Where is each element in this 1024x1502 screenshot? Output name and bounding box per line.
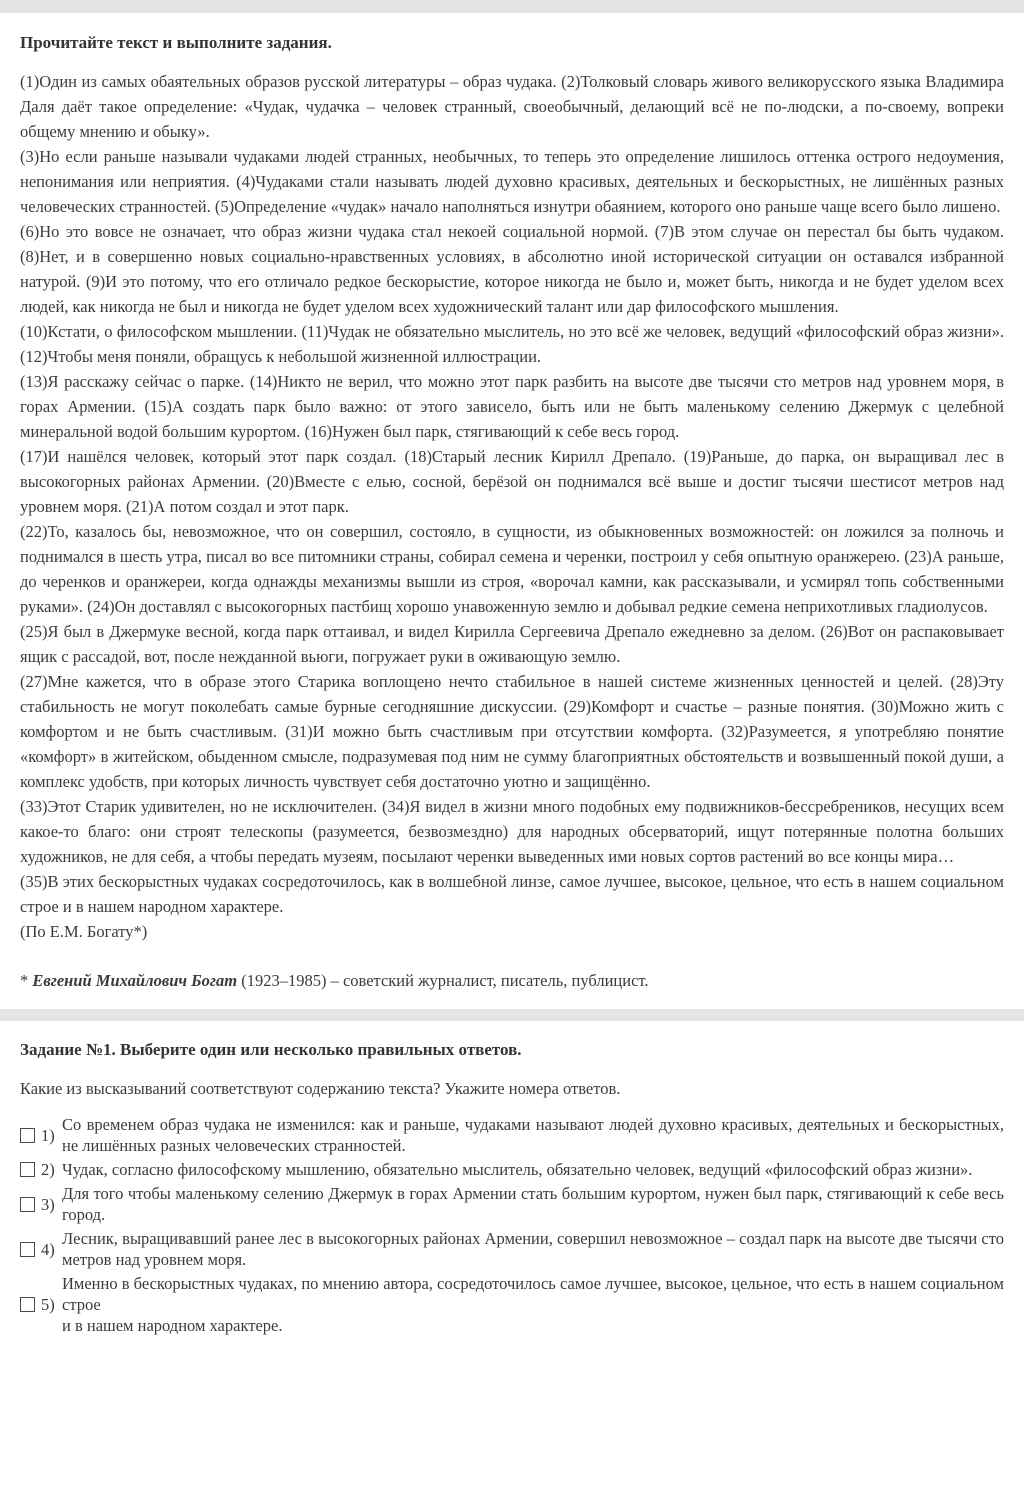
option-label-5 [20, 1294, 62, 1315]
text-paragraph: (10)Кстати, о философском мышлении. (11)Чудак не обязательно мыслитель, но это всё же человек, ведущий «философский образ жизни». (12)Чтобы меня поняли, обращусь к небольшой жизненной иллюстрации. [20, 322, 1004, 366]
text-paragraph: (27)Мне кажется, что в образе этого Старика воплощено нечто стабильное в нашей системе жизненных ценностей и целей. (28)Эту стабильность не могут поколебать самые бурные сегодняшние дискуссии. (29)Комфорт и счастье – разные понятия. (30)Можно жить с комфортом и не быть счастливым. (31)И можно быть счастливым при отсутствии комфорта. (32)Разумеется, я употребляю понятие «комфорт» в житейском, обыденном смысле, подразумевая под ним не сумму благоприятных обстоятельств и возвышенный покой души, а комплекс удобств, при которых личность чувствует себя достаточно уютно и защищённо. [20, 672, 1004, 791]
option-text-4 [62, 1228, 1004, 1270]
option-label-1 [20, 1125, 62, 1146]
text-paragraph: (6)Но это вовсе не означает, что образ жизни чудака стал некоей социальной нормой. (7)В этом случае он перестал бы быть чудаком. (8)Нет, и в совершенно новых социально-нравственных условиях, в абсолютно иной исторической ситуации он оставался избранной натурой. (9)И это потому, что его отличало редкое бескорыстие, которое никогда не было и, может быть, никогда и не будет уделом всех людей, как никогда не был и никогда не будет уделом всех художнический талант или дар философского мышления. [20, 222, 1004, 316]
option-label-3 [20, 1194, 62, 1215]
option-text-line: Для того чтобы маленькому селению Джермук в горах Армении стать большим курортом, нужен был парк, стягивающий к себе весь город. [62, 1184, 1004, 1224]
option-label-2 [20, 1159, 62, 1180]
answer-checkbox-1[interactable] [20, 1128, 35, 1143]
option-text-line: Со временем образ чудака не изменился: как и раньше, чудаками называют людей духовно красивых, деятельных и бескорыстных, не лишённых разных человеческих странностей. [62, 1115, 1004, 1155]
task-question: Какие из высказываний соответствуют содержанию текста? Укажите номера ответов. [20, 1079, 621, 1098]
answer-option-2[interactable] [20, 1159, 1004, 1180]
answer-option-1[interactable] [20, 1114, 1004, 1156]
text-paragraph: (35)В этих бескорыстных чудаках сосредоточилось, как в волшебной линзе, самое лучшее, высокое, цельное, что есть в нашем социальном строе и в нашем народном характере. [20, 872, 1004, 916]
answer-checkbox-3[interactable] [20, 1197, 35, 1212]
task-title: Задание №1. Выберите один или несколько правильных ответов. [20, 1040, 522, 1059]
task-section [0, 1021, 1024, 1336]
instruction-heading: Прочитайте текст и выполните задания. [20, 33, 332, 52]
text-paragraph: (13)Я расскажу сейчас о парке. (14)Никто не верил, что можно этот парк разбить на высоте две тысячи сто метров над уровнем моря, в горах Армении. (15)А создать парк было важно: от этого зависело, быть или не быть маленькому селению Джермук с целебной минеральной водой большим курортом. (16)Нужен был парк, стягивающий к себе весь город. [20, 372, 1004, 441]
option-text-1 [62, 1114, 1004, 1156]
text-paragraph: (33)Этот Старик удивителен, но не исключителен. (34)Я видел в жизни много подобных ему подвижников-бессребреников, несущих всем какое-то благо: они строят телескопы (разумеется, безвозмездно) для народных обсерваторий, ищут потерянные полотна больших художников, не для себя, а чтобы передать музеям, посылают черенки выведенных ими новых сортов растений во все концы мира… [20, 797, 1004, 866]
option-text-line: Именно в бескорыстных чудаках, по мнению автора, сосредоточилось самое лучшее, высокое, цельное, что есть в нашем социальном строе [62, 1274, 1004, 1314]
option-number-1: 1) [41, 1125, 55, 1145]
reading-text-section [0, 13, 1024, 993]
section-divider-band [0, 1009, 1024, 1021]
text-paragraph: (17)И нашёлся человек, который этот парк создал. (18)Старый лесник Кирилл Дрепало. (19)Раньше, до парка, он выращивал лес в высокогорных районах Армении. (20)Вместе с елью, сосной, берёзой он поднимался всё выше и достиг тысячи шестисот метров над уровнем моря. (21)А потом создал и этот парк. [20, 447, 1004, 516]
text-paragraph: (3)Но если раньше называли чудаками людей странных, необычных, то теперь это определение лишилось оттенка острого недоумения, непонимания или неприятия. (4)Чудаками стали называть людей духовно красивых, деятельных и бескорыстных, не лишённых разных человеческих странностей. (5)Определение «чудак» начало наполняться изнутри обаянием, которого оно раньше чаще всего было лишено. [20, 147, 1004, 216]
answer-options [20, 1114, 1004, 1336]
option-number-4: 4) [41, 1239, 55, 1259]
option-text-5 [62, 1273, 1004, 1336]
text-paragraph: (1)Один из самых обаятельных образов русской литературы – образ чудака. (2)Толковый словарь живого великорусского языка Владимира Даля даёт такое определение: «Чудак, чудачка – человек странный, своеобычный, делающий всё не по-людски, а по-своему, вопреки общему мнению и обыку». [20, 72, 1004, 141]
answer-option-5[interactable] [20, 1273, 1004, 1336]
option-text-line: Чудак, согласно философскому мышлению, обязательно мыслитель, обязательно человек, ведущий «философский образ жизни». [62, 1160, 973, 1179]
footnote-text: (1923–1985) – советский журналист, писатель, публицист. [237, 971, 649, 990]
answer-option-4[interactable] [20, 1228, 1004, 1270]
attribution: (По Е.М. Богату*) [20, 922, 148, 941]
top-divider-band [0, 0, 1024, 13]
option-text-3 [62, 1183, 1004, 1225]
option-number-3: 3) [41, 1194, 55, 1214]
option-text-line: и в нашем народном характере. [62, 1316, 283, 1335]
option-text-2 [62, 1159, 1004, 1180]
option-number-2: 2) [41, 1160, 55, 1179]
answer-checkbox-5[interactable] [20, 1297, 35, 1312]
text-paragraph: (22)То, казалось бы, невозможное, что он совершил, состояло, в сущности, из обыкновенных возможностей: он ложился за полночь и поднимался в шесть утра, писал во все питомники страны, собирал семена и черенки, построил у себя опытную оранжерею. (23)А раньше, до черенков и оранжереи, когда однажды механизмы вышли из строя, «ворочал камни, как рассказывали, и усмирял топь собственными руками». (24)Он доставлял с высокогорных пастбищ хорошо унавоженную землю и добывал редкие семена неприхотливых гладиолусов. [20, 522, 1004, 616]
answer-checkbox-4[interactable] [20, 1242, 35, 1257]
text-paragraph: (25)Я был в Джермуке весной, когда парк оттаивал, и видел Кирилла Сергеевича Дрепало ежедневно за делом. (26)Вот он распаковывает ящик с рассадой, вот, после нежданной вьюги, погружает руки в оживающую землю. [20, 622, 1004, 666]
answer-checkbox-2[interactable] [20, 1162, 35, 1177]
footnote [20, 968, 1004, 993]
footnote-marker: * [20, 971, 33, 990]
footnote-author: Евгений Михайлович Богат [32, 971, 238, 990]
answer-option-3[interactable] [20, 1183, 1004, 1225]
option-label-4 [20, 1239, 62, 1260]
option-number-5: 5) [41, 1295, 55, 1314]
option-text-line: Лесник, выращивавший ранее лес в высокогорных районах Армении, совершил невозможное – создал парк на высоте две тысячи сто метров над уровнем моря. [62, 1229, 1004, 1269]
